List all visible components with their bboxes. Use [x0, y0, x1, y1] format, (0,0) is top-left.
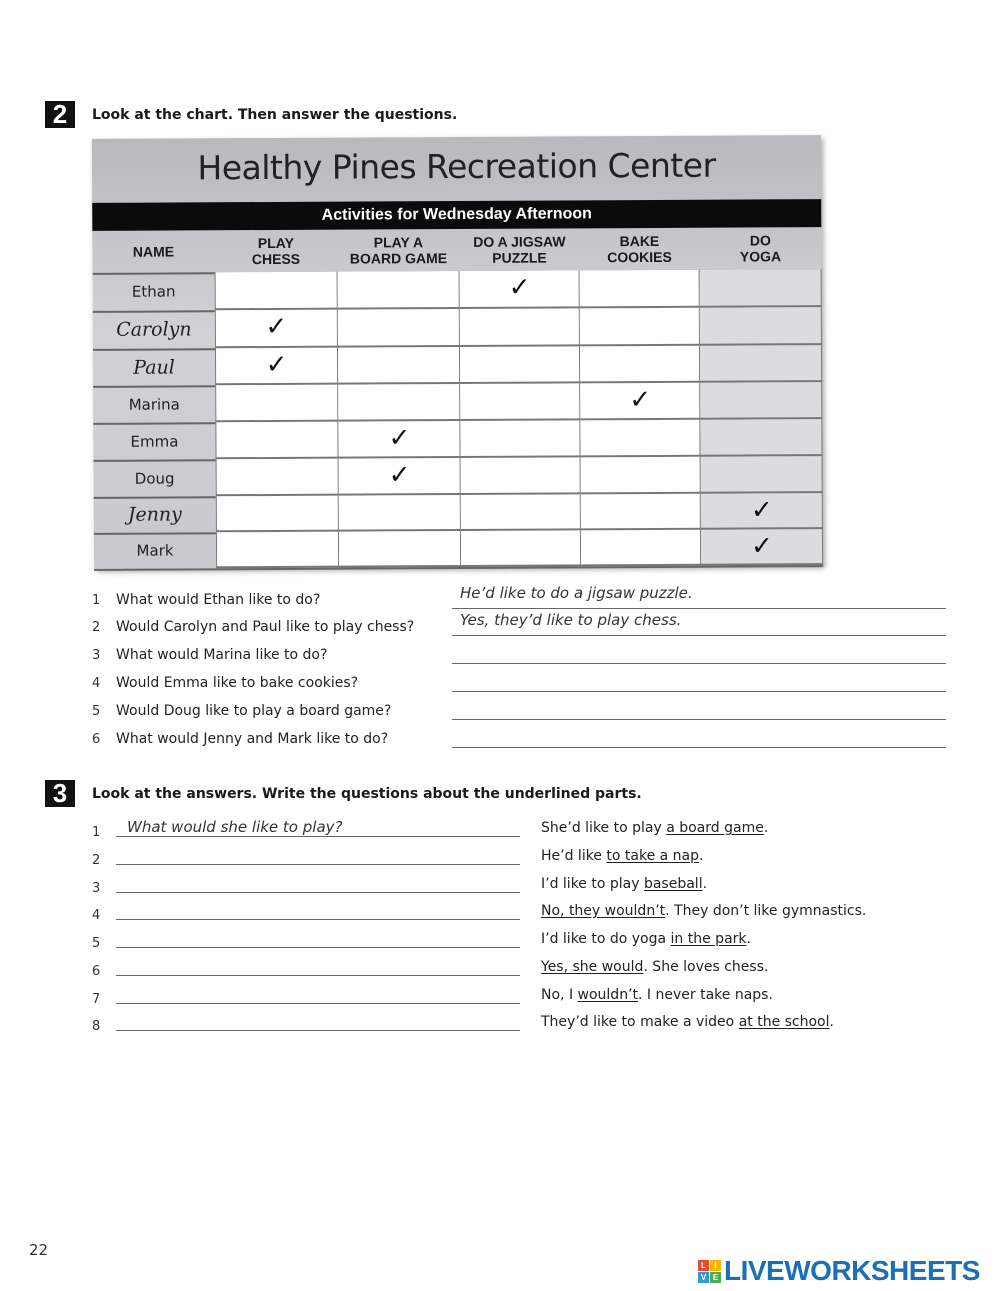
- question-line[interactable]: [116, 864, 520, 865]
- recreation-center-chart: [92, 135, 823, 569]
- activity-cell: [461, 530, 581, 567]
- section-3-instruction: Look at the answers. Write the questions about the underlined parts.: [92, 786, 642, 802]
- column-header: DO A JIGSAW PUZZLE: [473, 233, 566, 266]
- activity-cell: [580, 346, 700, 384]
- check-mark-icon: ✓: [388, 423, 411, 454]
- column-header: DO YOGA: [739, 232, 782, 265]
- section-2-number: 2: [45, 101, 75, 128]
- activity-cell: [700, 345, 822, 383]
- activity-cell: [581, 494, 701, 531]
- row-name: Paul: [133, 355, 175, 379]
- answer-after: .: [699, 848, 704, 864]
- activity-cell: [581, 457, 701, 495]
- column-header: PLAY CHESS: [251, 234, 301, 268]
- activity-cell: [700, 307, 822, 346]
- answer-line[interactable]: [452, 747, 946, 748]
- question-line[interactable]: [116, 1030, 520, 1031]
- question-number: 5: [92, 704, 101, 719]
- check-mark-icon: ✓: [508, 272, 531, 303]
- answer-sentence: [541, 931, 751, 947]
- liveworksheets-logo[interactable]: [698, 1255, 980, 1287]
- answer-underlined: No, they wouldn’t: [541, 903, 666, 919]
- item-number: 5: [92, 936, 101, 951]
- activity-cell: [338, 309, 460, 348]
- item-number: 1: [92, 825, 101, 840]
- liveworksheets-logo-icon: [698, 1260, 721, 1283]
- question-text: Would Emma like to bake cookies?: [116, 675, 359, 691]
- item-number: 8: [92, 1019, 101, 1034]
- row-name: Emma: [130, 431, 179, 451]
- activity-cell: [700, 382, 822, 420]
- question-number: 1: [92, 593, 101, 608]
- question-number: 4: [92, 676, 101, 691]
- question-number: 6: [92, 732, 101, 747]
- answer-sentence: [541, 987, 773, 1003]
- check-mark-icon: ✓: [751, 531, 773, 562]
- activity-cell: [580, 270, 700, 309]
- activity-cell: [338, 271, 460, 310]
- check-mark-icon: ✓: [388, 460, 411, 491]
- activity-cell: [701, 456, 823, 494]
- answer-line[interactable]: [452, 663, 946, 664]
- answer-sentence: [541, 820, 768, 836]
- check-mark-icon: ✓: [750, 495, 773, 526]
- answer-before: No, I: [541, 987, 578, 1003]
- activity-cell: [700, 419, 822, 457]
- section-2-instruction: Look at the chart. Then answer the questions.: [92, 107, 458, 123]
- chart-title: Healthy Pines Recreation Center: [197, 145, 716, 188]
- question-number: 2: [92, 620, 101, 635]
- handwritten-answer[interactable]: He’d like to do a jigsaw puzzle.: [460, 584, 693, 602]
- item-number: 7: [92, 992, 101, 1007]
- question-text: What would Jenny and Mark like to do?: [116, 731, 389, 747]
- activity-cell: [215, 422, 338, 460]
- answer-underlined: a board game: [666, 820, 764, 836]
- answer-sentence: [541, 1014, 834, 1030]
- question-number: 3: [92, 648, 101, 663]
- row-name: Carolyn: [116, 318, 192, 341]
- activity-cell: [216, 532, 339, 569]
- activity-cell: [216, 496, 339, 533]
- activity-cell: [338, 347, 460, 385]
- answer-after: .: [763, 820, 769, 836]
- answer-sentence: [541, 848, 703, 864]
- answer-before: He’d like: [541, 848, 607, 864]
- answer-before: They’d like to make a video: [541, 1014, 739, 1030]
- answer-line[interactable]: [452, 691, 946, 692]
- check-mark-icon: ✓: [265, 311, 288, 343]
- answer-sentence: [541, 903, 866, 919]
- answer-sentence: [541, 876, 707, 892]
- answer-after: .: [746, 931, 751, 947]
- item-number: 2: [92, 853, 101, 868]
- activity-cell: [215, 272, 338, 311]
- activity-cell: [580, 308, 700, 347]
- answer-after: .: [829, 1014, 834, 1030]
- answer-line[interactable]: [452, 608, 946, 609]
- logo-letter-tile: V: [698, 1272, 709, 1283]
- answer-before: She’d like to play: [541, 820, 667, 836]
- answer-before: I’d like to play: [541, 876, 644, 892]
- answer-after: . I never take naps.: [638, 987, 773, 1003]
- handwritten-answer[interactable]: Yes, they’d like to play chess.: [460, 611, 682, 629]
- answer-sentence: [541, 959, 768, 975]
- check-mark-icon: ✓: [629, 384, 652, 416]
- answer-underlined: baseball: [643, 876, 703, 892]
- answer-line[interactable]: [452, 719, 946, 720]
- item-number: 3: [92, 881, 101, 896]
- logo-letter-tile: L: [698, 1260, 709, 1271]
- answer-underlined: to take a nap: [606, 848, 700, 864]
- activity-cell: [216, 459, 339, 497]
- section-3-number: 3: [45, 780, 75, 807]
- row-name: Doug: [134, 468, 175, 488]
- answer-before: I’d like to do yoga: [541, 931, 671, 947]
- column-header: BAKE COOKIES: [607, 232, 672, 266]
- question-line[interactable]: [116, 919, 520, 920]
- column-header: NAME: [132, 243, 175, 260]
- liveworksheets-logo-text: LIVEWORKSHEETS: [724, 1255, 980, 1286]
- row-name: Mark: [136, 541, 174, 560]
- activity-cell: [700, 269, 822, 308]
- question-line[interactable]: [116, 975, 520, 976]
- chart-subtitle: Activities for Wednesday Afternoon: [92, 199, 821, 231]
- row-name: Ethan: [131, 282, 176, 301]
- item-number: 6: [92, 964, 101, 979]
- logo-letter-tile: E: [710, 1272, 721, 1283]
- answer-underlined: at the school: [738, 1014, 830, 1030]
- question-line[interactable]: [116, 1003, 520, 1004]
- activity-grid: [92, 227, 823, 569]
- activity-cell: [460, 308, 580, 347]
- activity-cell: [580, 420, 700, 458]
- answer-underlined: wouldn’t: [577, 987, 639, 1003]
- item-number: 4: [92, 908, 101, 923]
- activity-cell: [460, 420, 580, 458]
- answer-underlined: in the park: [670, 931, 747, 947]
- column-header: PLAY A BOARD GAME: [349, 234, 448, 267]
- row-name: Jenny: [127, 503, 182, 526]
- question-text: What would Ethan like to do?: [116, 592, 321, 608]
- activity-cell: [461, 457, 581, 495]
- question-line[interactable]: [116, 836, 520, 837]
- activity-cell: [215, 385, 338, 423]
- page-number: 22: [29, 1241, 49, 1259]
- answer-after: .: [702, 876, 708, 892]
- check-mark-icon: ✓: [265, 349, 288, 381]
- question-line[interactable]: [116, 947, 520, 948]
- activity-cell: [339, 495, 461, 532]
- answer-underlined: Yes, she would: [541, 959, 644, 975]
- activity-cell: [461, 494, 581, 531]
- answer-after: . She loves chess.: [643, 959, 769, 975]
- activity-cell: [460, 383, 580, 421]
- activity-cell: [460, 346, 580, 384]
- activity-cell: [339, 531, 461, 568]
- activity-cell: [338, 384, 460, 422]
- row-name: Marina: [128, 394, 180, 414]
- activity-cell: [581, 530, 701, 567]
- answer-after: . They don’t like gymnastics.: [665, 903, 867, 919]
- question-line[interactable]: [116, 892, 520, 893]
- question-text: Would Doug like to play a board game?: [116, 703, 392, 719]
- logo-letter-tile: I: [710, 1260, 721, 1271]
- question-text: Would Carolyn and Paul like to play chess?: [116, 619, 415, 635]
- handwritten-question[interactable]: What would she like to play?: [127, 818, 343, 836]
- answer-line[interactable]: [452, 635, 946, 636]
- question-text: What would Marina like to do?: [116, 647, 328, 663]
